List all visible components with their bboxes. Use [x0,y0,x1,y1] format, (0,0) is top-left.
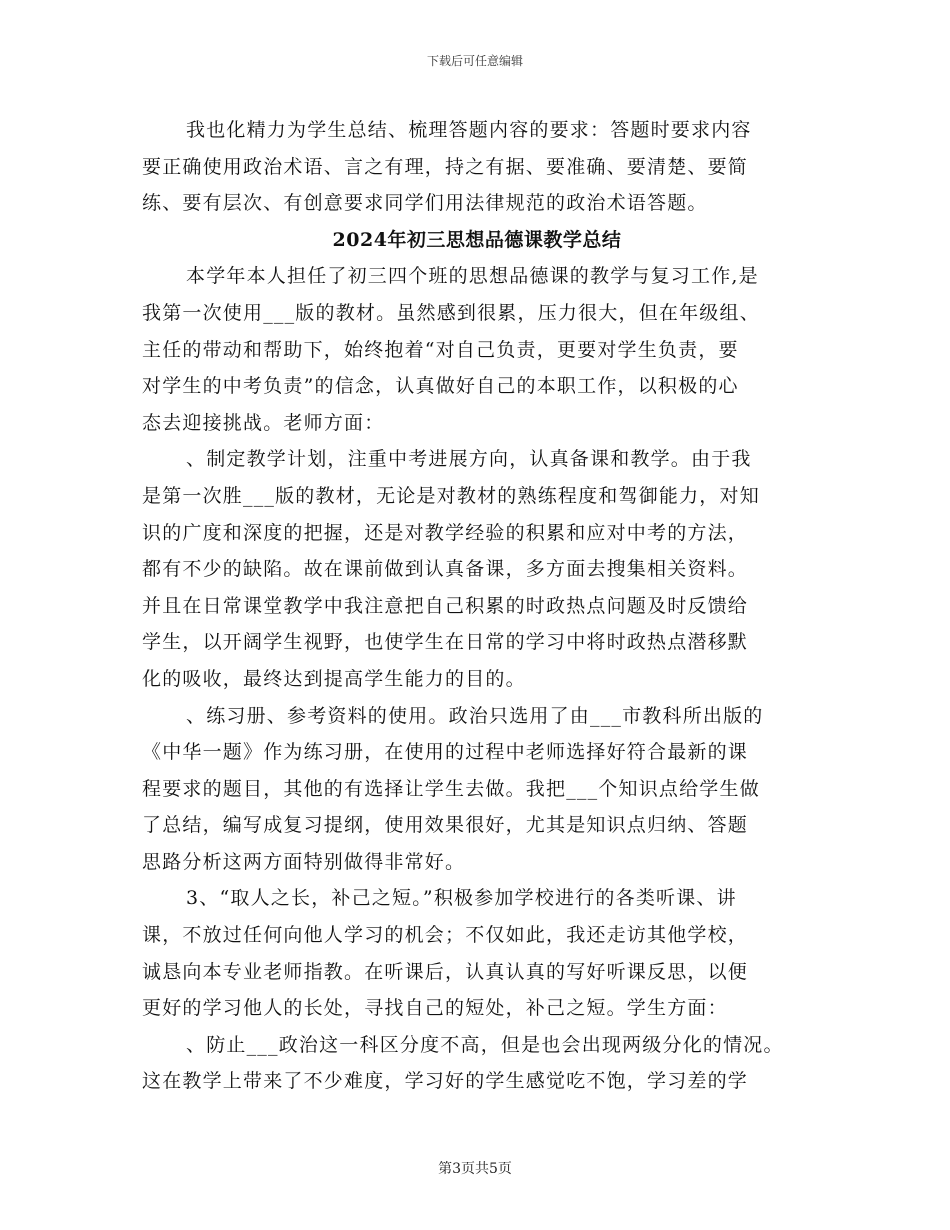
paragraph-line: 并且在日常课堂教学中我注意把自己积累的时政热点问题及时反馈给 [142,594,749,617]
paragraph-line: 都有不少的缺陷。故在课前做到认真备课，多方面去搜集相关资料。 [142,558,749,581]
paragraph-line: 更好的学习他人的长处，寻找自己的短处，补己之短。学生方面： [142,997,728,1020]
paragraph-line: 这在教学上带来了不少难度，学习好的学生感觉吃不饱，学习差的学 [142,1070,749,1093]
paragraph-line: 程要求的题目，其他的有选择让学生去做。我把___个知识点给学生做 [142,777,760,800]
paragraph-line: 态去迎接挑战。老师方面： [142,411,385,434]
paragraph-line: 、制定教学计划，注重中考进展方向，认真备课和教学。由于我 [186,448,752,471]
paragraph-line: 、练习册、参考资料的使用。政治只选用了由___市教科所出版的 [186,704,764,727]
paragraph-line: 课，不放过任何向他人学习的机会；不仅如此，我还走访其他学校， [142,924,749,947]
paragraph-line: 我第一次使用___版的教材。虽然感到很累，压力很大，但在年级组、 [142,301,760,324]
paragraph-line: 我也化精力为学生总结、梳理答题内容的要求：答题时要求内容 [186,119,752,141]
paragraph-line: 了总结，编写成复习提纲，使用效果很好，尤其是知识点归纳、答题 [142,814,749,837]
paragraph-line: 3、“取人之长，补己之短。”积极参加学校进行的各类听课、讲 [186,887,737,910]
paragraph-line: 主任的带动和帮助下，始终抱着“对自己负责，更要对学生负责，要 [142,338,739,361]
page-number-footer: 第3页共5页 [438,1161,512,1177]
paragraph-line: 是第一次胜___版的教材，无论是对教材的熟练程度和驾御能力，对知 [142,484,760,507]
page-header: 下载后可任意编辑 [426,54,523,68]
paragraph-line: 《中华一题》作为练习册，在使用的过程中老师选择好符合最新的课 [142,741,749,764]
paragraph-line: 、防止___政治这一科区分度不高，但是也会出现两级分化的情况。 [186,1033,784,1056]
paragraph-line: 本学年本人担任了初三四个班的思想品德课的教学与复习工作,是 [186,265,759,288]
document-title: 2024年初三思想品德课教学总结 [332,228,622,251]
document-body [142,112,812,1100]
paragraph-line: 识的广度和深度的把握，还是对教学经验的积累和应对中考的方法， [142,521,749,544]
paragraph-line: 练、要有层次、有创意要求同学们用法律规范的政治术语答题。 [142,192,708,215]
paragraph-line: 化的吸收，最终达到提高学生能力的目的。 [142,667,526,690]
paragraph-line: 思路分析这两方面特别做得非常好。 [142,850,466,873]
paragraph-line: 要正确使用政治术语、言之有理，持之有据、要准确、要清楚、要简 [142,155,749,178]
paragraph-line: 诚恳向本专业老师指教。在听课后，认真认真的写好听课反思，以便 [142,960,749,983]
paragraph-line: 对学生的中考负责”的信念，认真做好自己的本职工作，以积极的心 [142,375,739,398]
paragraph-line: 学生，以开阔学生视野，也使学生在日常的学习中将时政热点潜移默 [142,631,749,654]
